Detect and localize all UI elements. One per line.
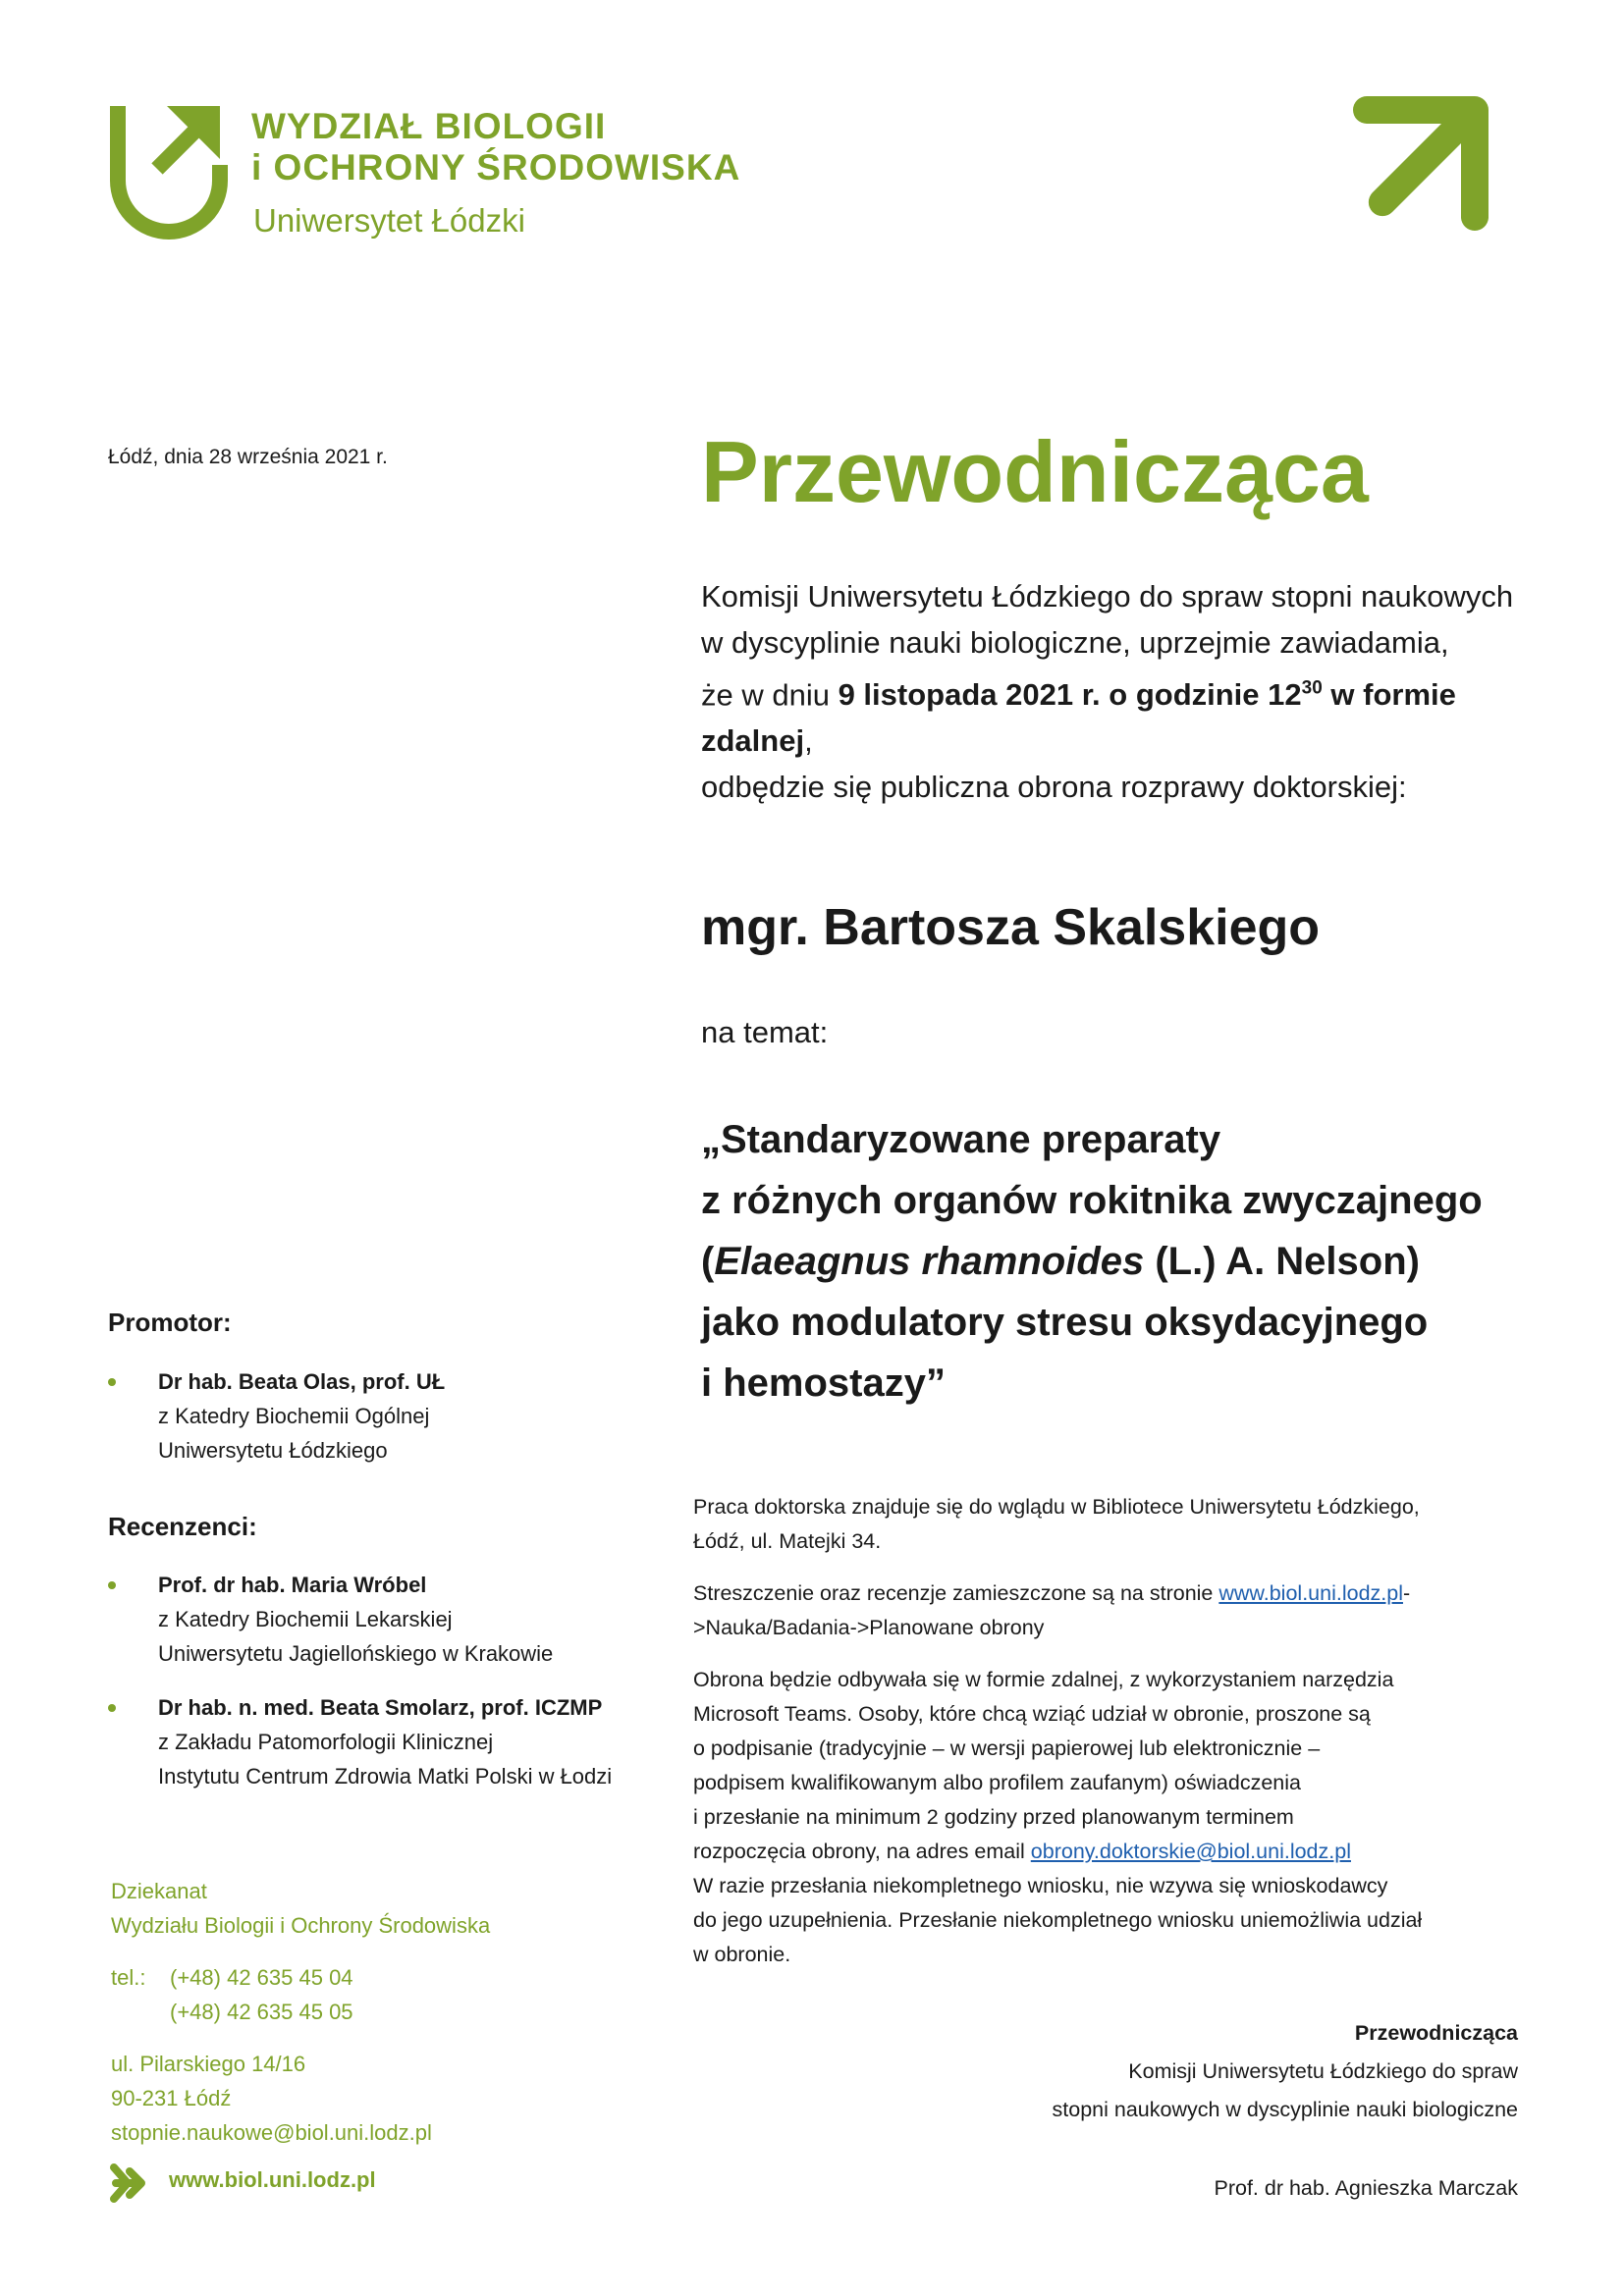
promotor-entry: Dr hab. Beata Olas, prof. UŁ z Katedry Biochemii Ogólnej Uniwersytetu Łódzkiego xyxy=(108,1364,658,1468)
reviewer-entry: Prof. dr hab. Maria Wróbel z Katedry Biochemii Lekarskiej Uniwersytetu Jagiellońskiego w Krakowie xyxy=(108,1568,658,1671)
signature-block: Przewodnicząca Komisji Uniwersytetu Łódzkiego do spraw stopni naukowych w dyscyplinie nauki biologiczne xyxy=(1052,2021,1518,2121)
faculty-logo-icon xyxy=(110,104,228,241)
faculty-name: WYDZIAŁ BIOLOGII i OCHRONY ŚRODOWISKA xyxy=(251,106,741,187)
reviewer-entry: Dr hab. n. med. Beata Smolarz, prof. ICZMP z Zakładu Patomorfologii Klinicznej Instytutu Centrum Zdrowia Matki Polski w Łodzi xyxy=(108,1690,658,1793)
bullet-icon xyxy=(108,1581,116,1589)
candidate-name: mgr. Bartosza Skalskiego xyxy=(701,899,1321,956)
announcement-intro: Komisji Uniwersytetu Łódzkiego do spraw stopni naukowych w dyscyplinie nauki biologiczne, uprzejmie zawiadamia, że w dniu 9 listopada 2021 r. o godzinie $12^{30}$ w formie zdalnej, odbędzie się publiczna obrona rozprawy doktorskiej: xyxy=(701,579,1514,805)
address-block: ul. Pilarskiego 14/16 90-231 Łódź stopnie.naukowe@biol.uni.lodz.pl xyxy=(111,2047,432,2150)
library-info: Praca doktorska znajduje się do wglądu w Bibliotece Uniwersytetu Łódzkiego, Łódź, ul. Matejki 34. xyxy=(693,1495,1420,1553)
bullet-icon xyxy=(108,1704,116,1712)
reviewers-heading: Recenzenci: xyxy=(108,1512,257,1541)
thesis-title: „Standaryzowane preparaty z różnych organów rokitnika zwyczajnego (Elaeagnus rhamnoides (L.) A. Nelson) jako modulatory stresu oksydacyjnego i hemostazy” xyxy=(701,1118,1483,1405)
arrow-right-icon xyxy=(110,2163,145,2203)
phone-block: tel.: (+48) 42 635 45 04 (+48) 42 635 45 05 xyxy=(111,1965,353,2024)
defense-info: Obrona będzie odbywała się w formie zdalnej, z wykorzystaniem narzędzia Microsoft Teams. Osoby, które chcą wziąć udział w obronie, proszone są o podpisanie (tradycyjnie – w wersji papierowej lub elektronicznie – podpisem kwalifikowanym albo profilem zaufanym) oświadczenia i przesłanie na minimum 2 godziny przed planowanym terminem rozpoczęcia obrony, na adres email obrony.doktorskie@biol.uni.lodz.pl W razie przesłania niekompletnego wniosku, nie wzywa się wnioskodawcy do jego uzupełnienia. Przesłanie niekompletnego wniosku uniemożliwia udział w obronie. xyxy=(693,1668,1423,1966)
abstract-info: Streszczenie oraz recenzje zamieszczone są na stronie www.biol.uni.lodz.pl- >Nauka/Badania->Planowane obrony xyxy=(693,1581,1411,1639)
topic-label: na temat: xyxy=(701,1015,829,1049)
promotor-heading: Promotor: xyxy=(108,1308,232,1337)
document-date: Łódź, dnia 28 września 2021 r. xyxy=(108,446,388,468)
arrow-up-right-icon xyxy=(1353,96,1489,231)
signature-name: Prof. dr hab. Agnieszka Marczak xyxy=(1214,2176,1518,2200)
contact-email[interactable]: stopnie.naukowe@biol.uni.lodz.pl xyxy=(111,2120,432,2145)
university-name: Uniwersytet Łódzki xyxy=(253,202,525,239)
footer-website-link[interactable]: www.biol.uni.lodz.pl xyxy=(169,2167,376,2192)
website-link[interactable]: www.biol.uni.lodz.pl xyxy=(1218,1581,1403,1605)
dean-office: Dziekanat Wydziału Biologii i Ochrony Środowiska xyxy=(111,1879,491,1938)
email-link[interactable]: obrony.doktorskie@biol.uni.lodz.pl xyxy=(1030,1840,1351,1863)
page-title: Przewodnicząca xyxy=(701,423,1369,520)
bullet-icon xyxy=(108,1378,116,1386)
